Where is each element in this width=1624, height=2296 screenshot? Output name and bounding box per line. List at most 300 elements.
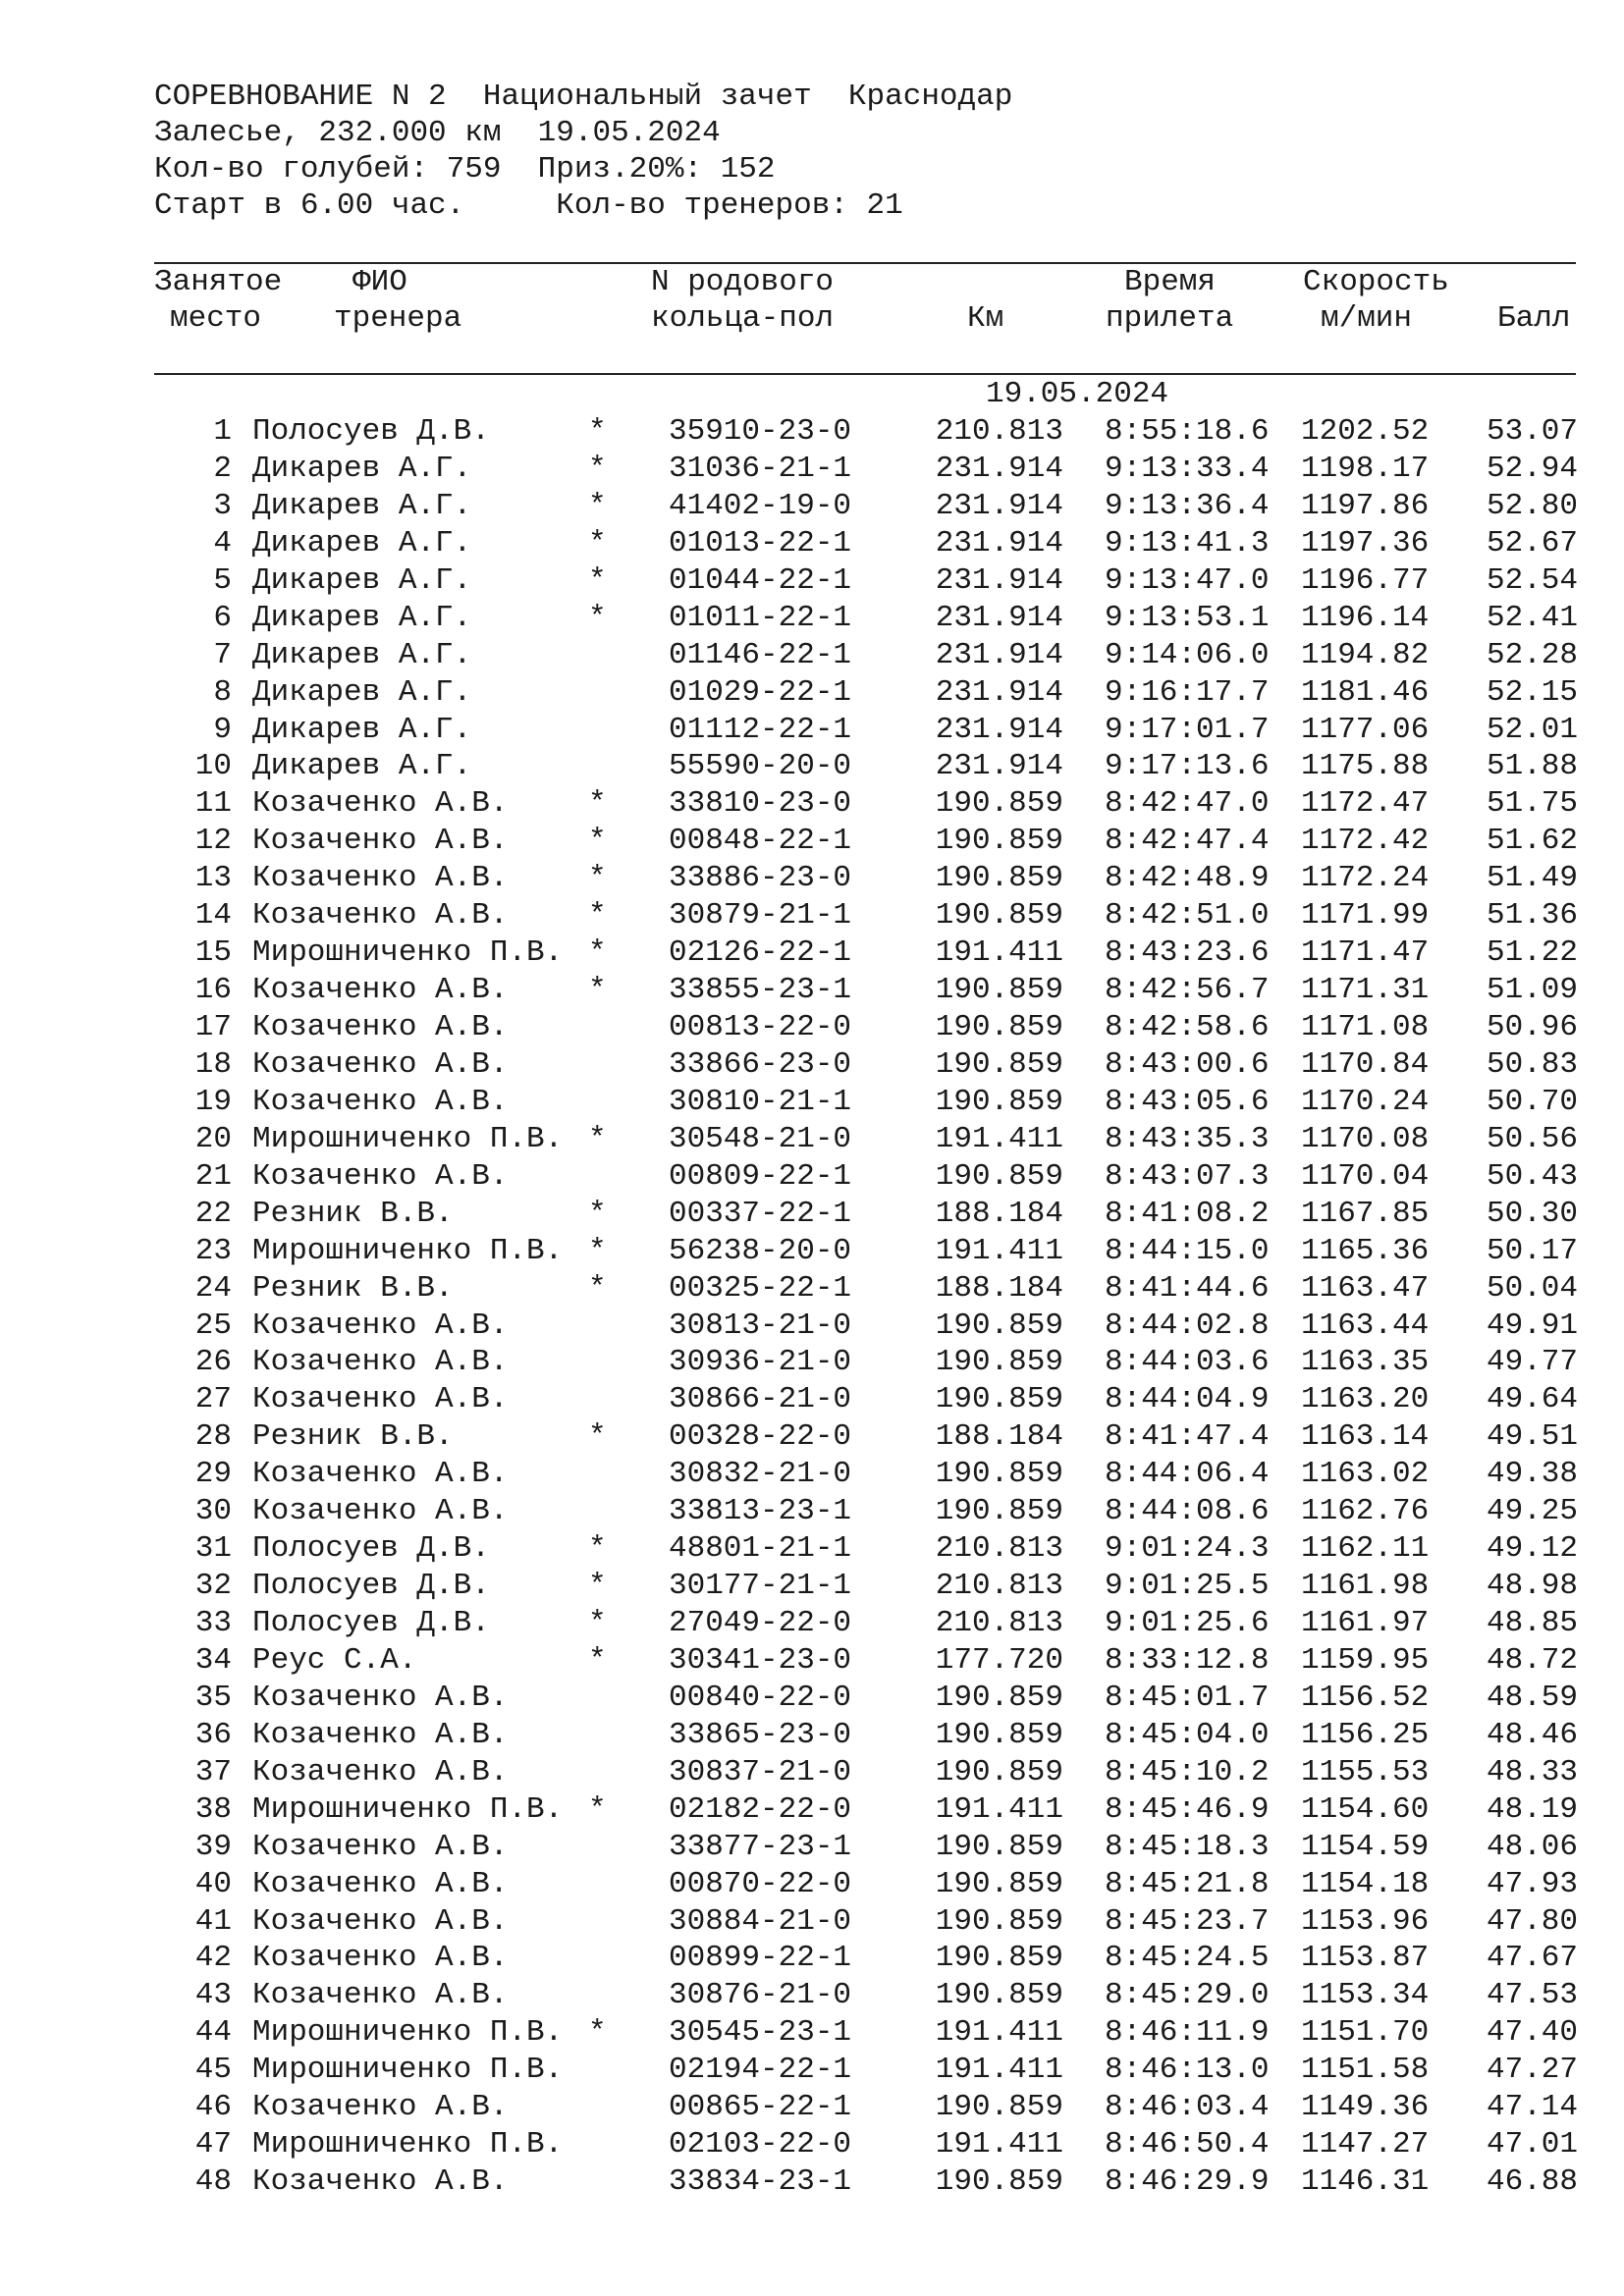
cell-place: 3 [213,488,232,523]
cell-name: Дикарев А.Г. [252,488,472,523]
cell-score: 51.09 [1486,973,1578,1008]
cell-time: 8:46:13.0 [1105,2053,1270,2088]
cell-km: 190.859 [935,1308,1063,1343]
cell-speed: 1163.47 [1301,1270,1430,1306]
cell-place: 20 [194,1121,232,1156]
cell-ring: 00328-22-0 [669,1419,852,1455]
cell-km: 190.859 [935,1084,1063,1119]
cell-place: 28 [194,1419,232,1455]
cell-time: 8:44:02.8 [1105,1308,1270,1343]
cell-time: 8:41:47.4 [1105,1419,1270,1455]
cell-name: Дикарев А.Г. [252,712,472,747]
cell-ring: 00870-22-0 [669,1866,852,1901]
table-row [0,934,1624,972]
cell-speed: 1197.36 [1301,525,1430,561]
cell-name: Козаченко А.В. [252,1308,509,1343]
cell-speed: 1151.58 [1301,2053,1430,2088]
cell-speed: 1197.86 [1301,488,1430,523]
start-line: Старт в 6.00 час. Кол-во тренеров: 21 [154,188,903,223]
cell-km: 190.859 [935,1494,1063,1529]
cell-place: 36 [194,1717,232,1752]
cell-ring: 02103-22-0 [669,2127,852,2163]
cell-km: 188.184 [935,1196,1063,1231]
table-row [0,897,1624,934]
cell-km: 190.859 [935,2090,1063,2125]
col-time-line2: прилета [1106,301,1234,336]
cell-ring: 30876-21-0 [669,1978,852,2013]
cell-time: 9:14:06.0 [1105,637,1270,672]
cell-time: 8:46:50.4 [1105,2127,1270,2163]
cell-time: 9:17:01.7 [1105,712,1270,747]
cell-km: 190.859 [935,898,1063,934]
cell-ring: 30177-21-1 [669,1569,852,1604]
cell-place: 4 [213,525,232,561]
cell-time: 8:42:48.9 [1105,861,1270,896]
cell-score: 48.33 [1486,1754,1578,1789]
cell-score: 50.30 [1486,1196,1578,1231]
race-location-line: Залесье, 232.000 км 19.05.2024 [154,116,721,150]
cell-name: Мирошниченко П.В. [252,2015,564,2051]
cell-speed: 1146.31 [1301,2164,1430,2200]
cell-ring: 30341-23-0 [669,1642,852,1678]
cell-time: 9:01:24.3 [1105,1531,1270,1567]
cell-name: Козаченко А.В. [252,2164,509,2200]
table-row [0,1233,1624,1270]
cell-ring: 00809-22-1 [669,1158,852,1194]
cell-name: Мирошниченко П.В. [252,1791,564,1827]
cell-speed: 1163.44 [1301,1308,1430,1343]
cell-ring: 56238-20-0 [669,1233,852,1268]
cell-speed: 1161.98 [1301,1569,1430,1604]
cell-score: 51.62 [1486,824,1578,859]
cell-time: 8:44:08.6 [1105,1494,1270,1529]
table-row [0,2126,1624,2163]
cell-score: 51.75 [1486,786,1578,822]
cell-score: 50.17 [1486,1233,1578,1268]
cell-km: 190.859 [935,786,1063,822]
cell-score: 48.59 [1486,1680,1578,1715]
cell-score: 46.88 [1486,2164,1578,2200]
cell-ring: 01044-22-1 [669,562,852,598]
cell-ring: 33834-23-1 [669,2164,852,2200]
cell-speed: 1162.76 [1301,1494,1430,1529]
cell-place: 18 [194,1046,232,1082]
cell-km: 190.859 [935,824,1063,859]
cell-name: Мирошниченко П.В. [252,1233,564,1268]
table-row [0,748,1624,785]
cell-ring: 30936-21-0 [669,1345,852,1380]
cell-mark: * [588,973,607,1008]
cell-mark: * [588,786,607,822]
cell-km: 190.859 [935,1010,1063,1044]
cell-name: Козаченко А.В. [252,1494,509,1529]
cell-time: 9:13:47.0 [1105,562,1270,598]
cell-place: 17 [194,1010,232,1044]
cell-ring: 33813-23-1 [669,1494,852,1529]
table-row [0,1791,1624,1829]
cell-score: 52.80 [1486,488,1578,523]
document-header [154,79,1012,224]
cell-time: 8:43:35.3 [1105,1121,1270,1156]
table-row [0,2052,1624,2089]
cell-time: 9:13:33.4 [1105,451,1270,486]
cell-ring: 55590-20-0 [669,749,852,784]
cell-score: 47.14 [1486,2090,1578,2125]
cell-name: Дикарев А.Г. [252,674,472,710]
cell-name: Козаченко А.В. [252,2090,509,2125]
cell-ring: 35910-23-0 [669,414,852,449]
cell-place: 14 [194,898,232,934]
table-row [0,562,1624,600]
cell-mark: * [588,1419,607,1455]
cell-ring: 02194-22-1 [669,2053,852,2088]
cell-time: 8:46:29.9 [1105,2164,1270,2200]
cell-km: 191.411 [935,2053,1063,2088]
table-row [0,972,1624,1009]
cell-place: 10 [194,749,232,784]
cell-mark: * [588,451,607,486]
cell-score: 52.41 [1486,600,1578,635]
cell-speed: 1151.70 [1301,2015,1430,2051]
cell-place: 32 [194,1569,232,1604]
cell-place: 15 [194,935,232,971]
cell-name: Козаченко А.В. [252,1046,509,1082]
col-speed-line2: м/мин [1321,301,1413,336]
cell-speed: 1196.77 [1301,562,1430,598]
cell-speed: 1153.34 [1301,1978,1430,2013]
cell-mark: * [588,1270,607,1306]
cell-score: 50.56 [1486,1121,1578,1156]
cell-speed: 1170.24 [1301,1084,1430,1119]
cell-time: 8:55:18.6 [1105,414,1270,449]
cell-km: 190.859 [935,1903,1063,1939]
cell-km: 231.914 [935,674,1063,710]
cell-score: 51.88 [1486,749,1578,784]
cell-name: Козаченко А.В. [252,1754,509,1789]
cell-name: Козаченко А.В. [252,1680,509,1715]
cell-ring: 02182-22-0 [669,1791,852,1827]
cell-km: 190.859 [935,1158,1063,1194]
cell-name: Дикарев А.Г. [252,749,472,784]
table-row [0,1977,1624,2014]
cell-mark: * [588,898,607,934]
cell-km: 231.914 [935,600,1063,635]
table-row [0,1717,1624,1754]
cell-speed: 1161.97 [1301,1606,1430,1640]
cell-score: 50.43 [1486,1158,1578,1194]
cell-time: 8:46:11.9 [1105,2015,1270,2051]
cell-place: 6 [213,600,232,635]
col-name-line2: тренера [334,301,462,336]
cell-ring: 00848-22-1 [669,824,852,859]
cell-place: 26 [194,1345,232,1380]
cell-place: 30 [194,1494,232,1529]
cell-name: Дикарев А.Г. [252,600,472,635]
cell-score: 52.15 [1486,674,1578,710]
col-place-line1: Занятое [154,265,283,299]
cell-ring: 01112-22-1 [669,712,852,747]
cell-mark: * [588,1531,607,1567]
cell-time: 8:45:18.3 [1105,1829,1270,1864]
cell-speed: 1153.96 [1301,1903,1430,1939]
table-row [0,1084,1624,1121]
cell-time: 8:45:29.0 [1105,1978,1270,2013]
table-row [0,1344,1624,1381]
cell-score: 49.51 [1486,1419,1578,1455]
cell-km: 190.859 [935,1046,1063,1082]
cell-speed: 1163.20 [1301,1382,1430,1417]
cell-name: Полосуев Д.В. [252,414,490,449]
table-row [0,1530,1624,1568]
cell-time: 8:41:44.6 [1105,1270,1270,1306]
cell-place: 45 [194,2053,232,2088]
cell-score: 49.38 [1486,1457,1578,1492]
cell-place: 39 [194,1829,232,1864]
cell-speed: 1154.60 [1301,1791,1430,1827]
table-row [0,451,1624,488]
cell-speed: 1202.52 [1301,414,1430,449]
cell-ring: 33810-23-0 [669,786,852,822]
cell-place: 35 [194,1680,232,1715]
cell-mark: * [588,861,607,896]
cell-time: 9:01:25.6 [1105,1606,1270,1640]
table-row [0,1046,1624,1084]
cell-km: 231.914 [935,525,1063,561]
table-row [0,1940,1624,1977]
cell-score: 52.67 [1486,525,1578,561]
cell-speed: 1163.35 [1301,1345,1430,1380]
cell-place: 11 [194,786,232,822]
cell-time: 8:41:08.2 [1105,1196,1270,1231]
cell-name: Козаченко А.В. [252,786,509,822]
cell-ring: 33855-23-1 [669,973,852,1008]
table-row [0,1829,1624,1866]
cell-km: 190.859 [935,1717,1063,1752]
cell-time: 8:44:03.6 [1105,1345,1270,1380]
cell-name: Козаченко А.В. [252,1382,509,1417]
cell-place: 40 [194,1866,232,1901]
cell-time: 8:45:46.9 [1105,1791,1270,1827]
cell-ring: 33865-23-0 [669,1717,852,1752]
cell-km: 191.411 [935,1233,1063,1268]
cell-ring: 48801-21-1 [669,1531,852,1567]
cell-mark: * [588,1642,607,1678]
cell-place: 37 [194,1754,232,1789]
cell-place: 41 [194,1903,232,1939]
cell-score: 52.94 [1486,451,1578,486]
cell-name: Мирошниченко П.В. [252,935,564,971]
table-row [0,2089,1624,2126]
cell-score: 52.01 [1486,712,1578,747]
cell-time: 9:01:25.5 [1105,1569,1270,1604]
cell-name: Козаченко А.В. [252,1829,509,1864]
cell-speed: 1156.25 [1301,1717,1430,1752]
table-row [0,1903,1624,1941]
cell-mark: * [588,824,607,859]
cell-score: 50.04 [1486,1270,1578,1306]
cell-ring: 30545-23-1 [669,2015,852,2051]
cell-speed: 1170.84 [1301,1046,1430,1082]
cell-place: 1 [213,414,232,449]
cell-score: 50.83 [1486,1046,1578,1082]
cell-mark: * [588,414,607,449]
table-row [0,1680,1624,1717]
cell-time: 9:16:17.7 [1105,674,1270,710]
cell-km: 190.859 [935,1754,1063,1789]
cell-km: 210.813 [935,1606,1063,1640]
cell-time: 8:45:23.7 [1105,1903,1270,1939]
cell-mark: * [588,525,607,561]
cell-place: 43 [194,1978,232,2013]
cell-km: 210.813 [935,414,1063,449]
cell-speed: 1154.59 [1301,1829,1430,1864]
table-row [0,1381,1624,1418]
cell-km: 177.720 [935,1642,1063,1678]
cell-speed: 1175.88 [1301,749,1430,784]
cell-mark: * [588,488,607,523]
cell-place: 33 [194,1606,232,1640]
cell-score: 48.19 [1486,1791,1578,1827]
cell-mark: * [588,600,607,635]
cell-place: 19 [194,1084,232,1119]
cell-km: 190.859 [935,861,1063,896]
cell-name: Козаченко А.В. [252,1010,509,1044]
cell-place: 7 [213,637,232,672]
table-row [0,1270,1624,1308]
cell-speed: 1171.99 [1301,898,1430,934]
col-name-line1: ФИО [352,265,407,299]
cell-time: 8:45:21.8 [1105,1866,1270,1901]
cell-name: Козаченко А.В. [252,824,509,859]
cell-km: 231.914 [935,562,1063,598]
cell-place: 47 [194,2127,232,2163]
cell-km: 210.813 [935,1531,1063,1567]
cell-km: 190.859 [935,2164,1063,2200]
cell-ring: 00899-22-1 [669,1941,852,1976]
cell-ring: 33877-23-1 [669,1829,852,1864]
table-row [0,785,1624,823]
table-row [0,2163,1624,2201]
cell-speed: 1172.47 [1301,786,1430,822]
cell-time: 8:46:03.4 [1105,2090,1270,2125]
cell-mark: * [588,1606,607,1640]
cell-score: 51.22 [1486,935,1578,971]
cell-km: 231.914 [935,451,1063,486]
cell-name: Козаченко А.В. [252,973,509,1008]
cell-name: Козаченко А.В. [252,1084,509,1119]
cell-speed: 1155.53 [1301,1754,1430,1789]
cell-place: 46 [194,2090,232,2125]
cell-km: 188.184 [935,1419,1063,1455]
table-row [0,488,1624,525]
cell-score: 52.28 [1486,637,1578,672]
table-row [0,1158,1624,1196]
table-row [0,1196,1624,1233]
table-row [0,1493,1624,1530]
cell-speed: 1163.14 [1301,1419,1430,1455]
cell-ring: 00840-22-0 [669,1680,852,1715]
cell-score: 48.72 [1486,1642,1578,1678]
cell-score: 49.77 [1486,1345,1578,1380]
cell-speed: 1153.87 [1301,1941,1430,1976]
cell-km: 190.859 [935,1829,1063,1864]
cell-score: 53.07 [1486,414,1578,449]
cell-name: Козаченко А.В. [252,1866,509,1901]
cell-name: Мирошниченко П.В. [252,1121,564,1156]
cell-time: 8:44:06.4 [1105,1457,1270,1492]
table-row [0,1568,1624,1605]
cell-time: 8:45:04.0 [1105,1717,1270,1752]
cell-score: 48.98 [1486,1569,1578,1604]
table-row [0,1456,1624,1493]
cell-score: 47.27 [1486,2053,1578,2088]
cell-name: Козаченко А.В. [252,1978,509,2013]
cell-time: 8:44:04.9 [1105,1382,1270,1417]
cell-ring: 30866-21-0 [669,1382,852,1417]
table-row [0,1308,1624,1345]
cell-km: 191.411 [935,2015,1063,2051]
cell-place: 23 [194,1233,232,1268]
table-header-rule [154,373,1576,375]
cell-place: 21 [194,1158,232,1194]
cell-name: Дикарев А.Г. [252,562,472,598]
cell-score: 52.54 [1486,562,1578,598]
cell-score: 48.06 [1486,1829,1578,1864]
table-row [0,413,1624,451]
cell-score: 51.49 [1486,861,1578,896]
cell-ring: 01011-22-1 [669,600,852,635]
cell-km: 191.411 [935,2127,1063,2163]
cell-km: 190.859 [935,1978,1063,2013]
cell-mark: * [588,2015,607,2051]
cell-score: 47.80 [1486,1903,1578,1939]
cell-speed: 1165.36 [1301,1233,1430,1268]
cell-score: 49.64 [1486,1382,1578,1417]
cell-name: Козаченко А.В. [252,1345,509,1380]
cell-ring: 27049-22-0 [669,1606,852,1640]
cell-score: 48.46 [1486,1717,1578,1752]
table-row [0,860,1624,897]
table-row [0,1009,1624,1046]
cell-mark: * [588,1569,607,1604]
cell-speed: 1198.17 [1301,451,1430,486]
cell-name: Козаченко А.В. [252,1158,509,1194]
cell-name: Резник В.В. [252,1196,454,1231]
cell-mark: * [588,935,607,971]
cell-speed: 1156.52 [1301,1680,1430,1715]
cell-score: 49.91 [1486,1308,1578,1343]
cell-speed: 1163.02 [1301,1457,1430,1492]
cell-ring: 01013-22-1 [669,525,852,561]
cell-place: 2 [213,451,232,486]
cell-time: 8:43:00.6 [1105,1046,1270,1082]
cell-km: 191.411 [935,1121,1063,1156]
cell-score: 49.12 [1486,1531,1578,1567]
cell-time: 9:17:13.6 [1105,749,1270,784]
cell-time: 9:13:36.4 [1105,488,1270,523]
cell-time: 8:43:07.3 [1105,1158,1270,1194]
cell-time: 8:42:47.4 [1105,824,1270,859]
cell-ring: 33866-23-0 [669,1046,852,1082]
competition-title: СОРЕВНОВАНИЕ N 2 Национальный зачет Краснодар [154,80,1013,114]
cell-time: 8:45:10.2 [1105,1754,1270,1789]
cell-km: 231.914 [935,637,1063,672]
cell-score: 47.67 [1486,1941,1578,1976]
cell-speed: 1162.11 [1301,1531,1430,1567]
cell-time: 8:43:05.6 [1105,1084,1270,1119]
cell-ring: 30837-21-0 [669,1754,852,1789]
cell-speed: 1171.47 [1301,935,1430,971]
